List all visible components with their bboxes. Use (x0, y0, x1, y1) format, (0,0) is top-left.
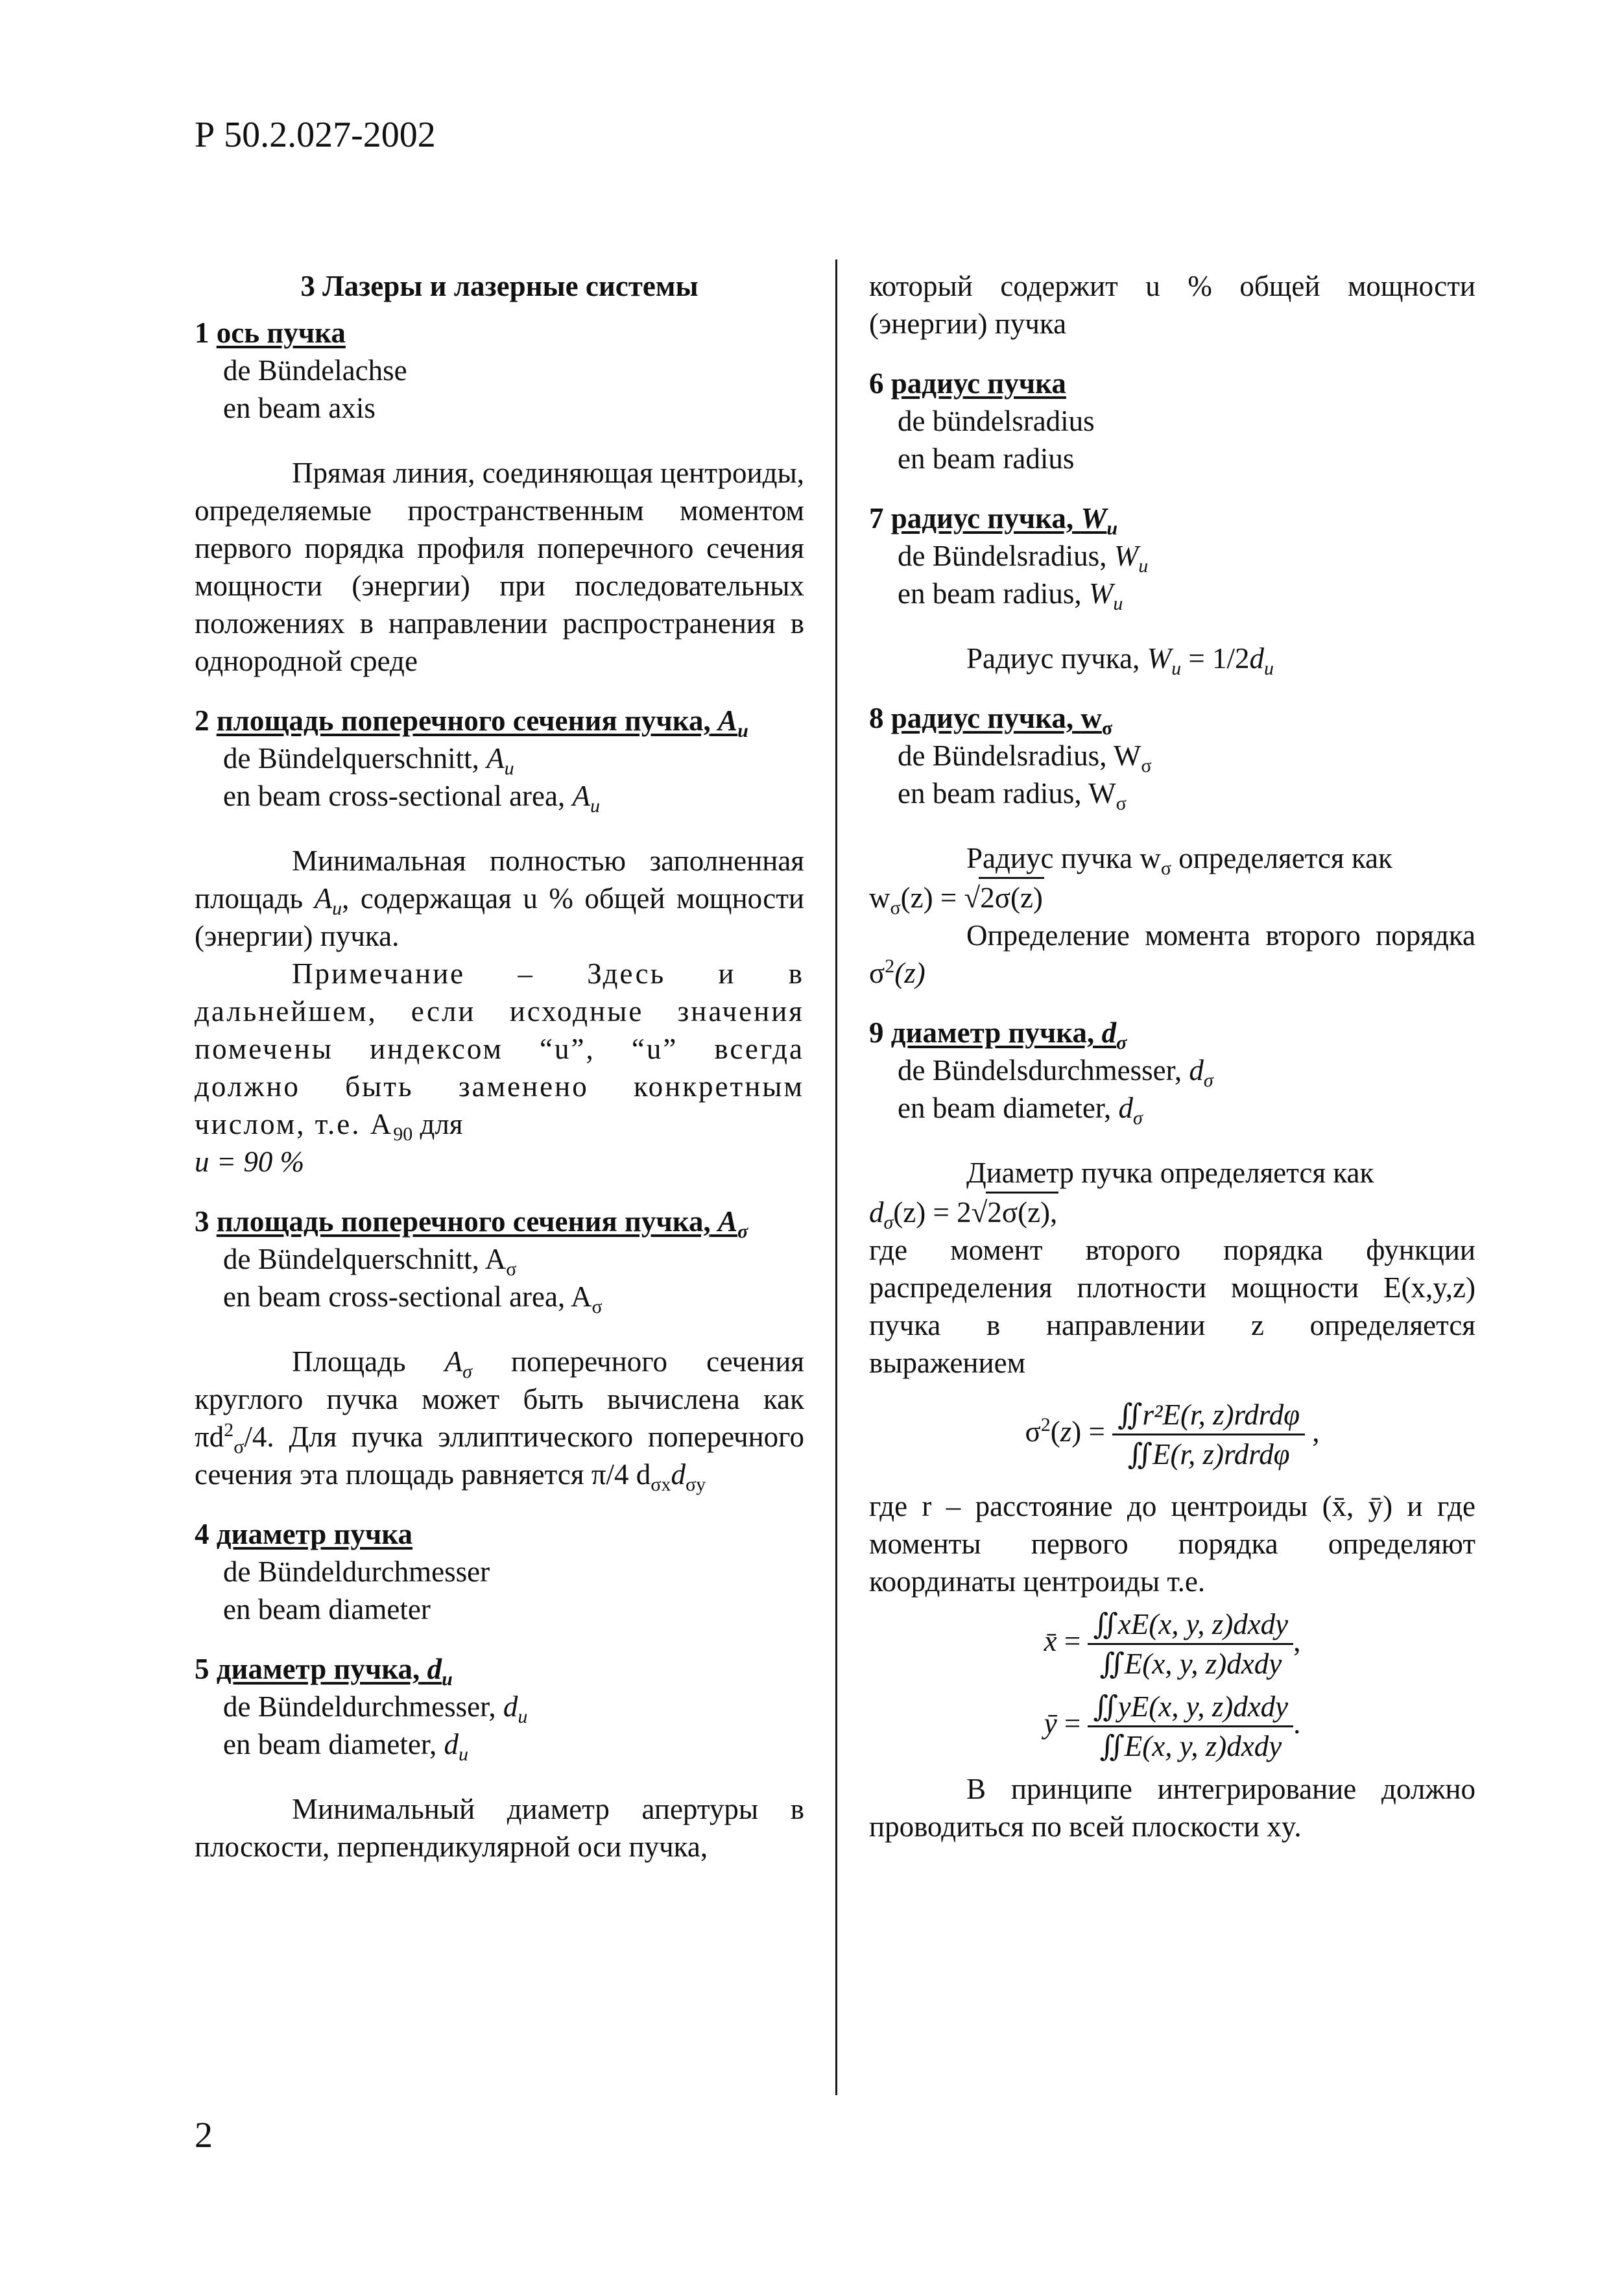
term-heading: 1 ось пучка (195, 317, 346, 349)
formula-w-sigma: $w_\sigma(z) = √2\sigma(z)$ (869, 877, 1475, 917)
term-de: de Bündelsradius, $W_u$ (898, 540, 1149, 577)
term-2 (195, 702, 804, 1181)
term-definition: Минимальный диаметр апертуры в плоскости, перпендикулярной оси пучка, (195, 1793, 804, 1863)
fraction: $\frac{\text{∬yE(x, y, z)dxdy}}{\text{∬E(x, y, z)dxdy}}$ (1088, 1688, 1293, 1765)
term-de: de Bündelquerschnitt, $A_\sigma$ (223, 1243, 517, 1280)
section-title: 3 Лазеры и лазерные системы (300, 270, 699, 302)
term-de: de Bündelsradius, $W_\sigma$ (898, 739, 1152, 776)
term-definition: Площадь $A_\sigma$ поперечного сечения круглого пучка может быть вычислена как $\pi d^2_\sigma/4$. Для пучка эллиптического поперечного сечения эта площадь равняется π/4 $d_{\sigma x}d_{\sigma y}$ (195, 1345, 804, 1495)
term-definition: Радиус пучка $w_\sigma$ определяется как (966, 842, 1392, 879)
term-heading: 9 диаметр пучка, $d_\sigma$ (869, 1016, 1127, 1053)
formula-x-bar: x̄ = $\frac{\text{∬xE(x, y, z)dxdy}}{\text{∬E(x, y, z)dxdy}}$ , (869, 1605, 1475, 1683)
term-heading: 5 диаметр пучка, $d_u$ (195, 1653, 453, 1690)
page-number: 2 (195, 2115, 213, 2155)
term-en: en beam cross-sectional area, $A_u$ (223, 780, 600, 817)
term-de: de bündelsradius (898, 405, 1095, 437)
term-heading: 2 площадь поперечного сечения пучка, $A_u$ (195, 704, 748, 741)
left-column (195, 267, 804, 1866)
term-text: где момент второго порядка функции распределения плотности мощности E(x,y,z) пучка в направлении z определяется выражением (869, 1234, 1475, 1379)
term-5-definition-continued: который содержит u % общей мощности (энергии) пучка (869, 270, 1475, 340)
term-en: en beam diameter (223, 1593, 431, 1626)
fraction: $\frac{\text{∬r²E(r, z)rdrdφ}}{\text{∬E(r, z)rdrdφ}}$ (1112, 1396, 1305, 1473)
term-de: de Bündeldurchmesser, $d_u$ (223, 1690, 528, 1727)
term-de: de Bündelquerschnitt, $A_u$ (223, 742, 514, 779)
term-heading: 6 радиус пучка (869, 367, 1066, 400)
term-6 (869, 365, 1475, 477)
term-definition-2: Определение момента второго порядка $\sigma^2(z)$ (869, 919, 1475, 989)
term-definition: Радиус пучка, $W_u = 1/2d_u$ (966, 642, 1274, 679)
term-8 (869, 699, 1475, 992)
term-9 (869, 1014, 1475, 1845)
fraction: $\frac{\text{∬xE(x, y, z)dxdy}}{\text{∬E(x, y, z)dxdy}}$ (1088, 1605, 1293, 1683)
term-definition: Прямая линия, соединяющая центроиды, определяемые пространственным моментом первого порядка профиля поперечного сечения мощности (энергии) при последовательных положениях в направлении распространения в однородной среде (195, 457, 804, 677)
term-text-where: где r – расстояние до центроиды (x̄, ȳ) и где моменты первого порядка определяют координаты центроиды т.е. (869, 1490, 1475, 1598)
column-divider (835, 259, 837, 2095)
term-heading: 7 радиус пучка, $W_u$ (869, 502, 1118, 539)
term-en: en beam radius (898, 442, 1075, 475)
term-en: en beam cross-sectional area, $A_\sigma$ (223, 1280, 603, 1317)
term-heading: 4 диаметр пучка (195, 1518, 413, 1550)
term-de: de Bündelsdurchmesser, $d_\sigma$ (898, 1054, 1213, 1091)
term-note: Примечание – Здесь и в дальнейшем, если исходные значения помечены индексом “u”, “u” всегда должно быть заменено конкретным числом, т.е. $A_{90}$ для u = 90 % (195, 957, 804, 1178)
term-heading: 8 радиус пучка, $w_\sigma$ (869, 702, 1113, 739)
term-3 (195, 1203, 804, 1493)
term-4 (195, 1515, 804, 1628)
term-1 (195, 314, 804, 680)
term-definition: Диаметр пучка определяется как (966, 1157, 1374, 1189)
term-5 (195, 1650, 804, 1866)
term-en: en beam axis (223, 392, 376, 424)
formula-d-sigma: $d_\sigma(z) = 2√2\sigma(z)$, (869, 1192, 1475, 1231)
term-final-text: В принципе интегрирование должно проводиться по всей плоскости xy. (869, 1773, 1475, 1843)
standard-code: Р 50.2.027-2002 (195, 115, 436, 155)
formula-y-bar: ȳ = $\frac{\text{∬yE(x, y, z)dxdy}}{\text{∬E(x, y, z)dxdy}}$ . (869, 1688, 1475, 1765)
term-de: de Bündeldurchmesser (223, 1555, 490, 1588)
term-de: de Bündelachse (223, 354, 407, 387)
right-column (869, 267, 1475, 1845)
term-en: en beam radius, $W_u$ (898, 577, 1123, 614)
term-en: en beam radius, $W_\sigma$ (898, 777, 1127, 814)
term-heading: 3 площадь поперечного сечения пучка, $A_\sigma$ (195, 1205, 748, 1242)
term-definition: Минимальная полностью заполненная площадь $A_u$, содержащая u % общей мощности (энергии) пучка. (195, 845, 804, 952)
term-7 (869, 499, 1475, 677)
term-en: en beam diameter, $d_\sigma$ (898, 1092, 1143, 1129)
term-en: en beam diameter, $d_u$ (223, 1728, 469, 1765)
formula-sigma-squared: $\sigma^2(z)$ = $\frac{\text{∬r²E(r, z)rdrdφ}}{\text{∬E(r, z)rdrdφ}}$ , (869, 1396, 1475, 1473)
